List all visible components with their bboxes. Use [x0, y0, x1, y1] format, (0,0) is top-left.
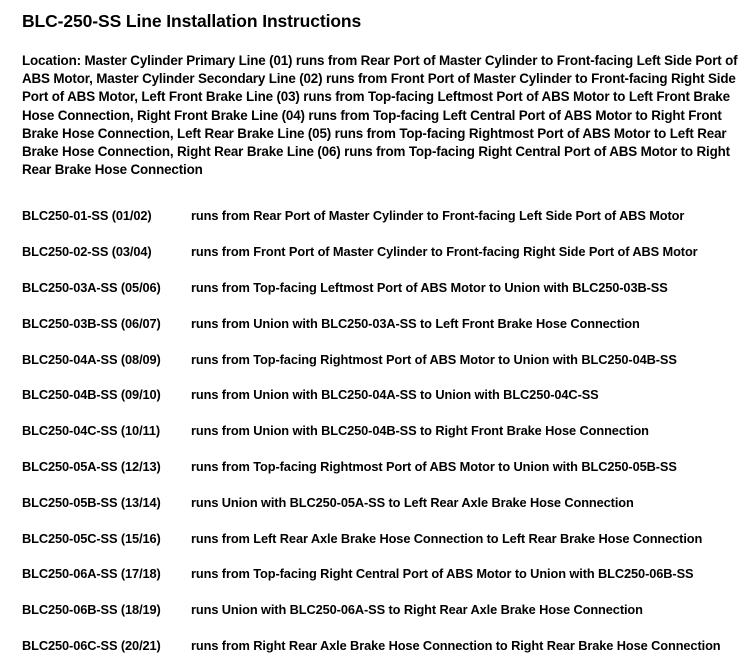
line-description: runs from Top-facing Leftmost Port of ABS Motor to Union with BLC250-03B-SS: [191, 280, 668, 295]
document-title: BLC-250-SS Line Installation Instructions: [22, 11, 362, 31]
line-description: runs Union with BLC250-05A-SS to Left Rear Axle Brake Hose Connection: [191, 495, 634, 510]
line-description: runs from Union with BLC250-04B-SS to Right Front Brake Hose Connection: [191, 423, 649, 438]
line-id: BLC250-04C-SS (10/11): [22, 423, 161, 438]
line-id: BLC250-03B-SS (06/07): [22, 316, 161, 331]
line-description: runs Union with BLC250-06A-SS to Right Rear Axle Brake Hose Connection: [191, 602, 643, 617]
line-description: runs from Union with BLC250-04A-SS to Union with BLC250-04C-SS: [191, 387, 599, 402]
line-id: BLC250-04B-SS (09/10): [22, 387, 161, 402]
line-description: runs from Front Port of Master Cylinder to Front-facing Right Side Port of ABS Motor: [191, 244, 698, 259]
line-description: runs from Top-facing Rightmost Port of ABS Motor to Union with BLC250-05B-SS: [191, 459, 677, 474]
line-id: BLC250-04A-SS (08/09): [22, 352, 161, 367]
line-id: BLC250-05C-SS (15/16): [22, 531, 161, 546]
line-id: BLC250-06B-SS (18/19): [22, 602, 161, 617]
line-description: runs from Top-facing Right Central Port of ABS Motor to Union with BLC250-06B-SS: [191, 566, 694, 581]
line-id: BLC250-03A-SS (05/06): [22, 280, 161, 295]
line-id: BLC250-06C-SS (20/21): [22, 638, 161, 653]
line-id: BLC250-05B-SS (13/14): [22, 495, 161, 510]
line-description: runs from Top-facing Rightmost Port of ABS Motor to Union with BLC250-04B-SS: [191, 352, 677, 367]
line-description: runs from Left Rear Axle Brake Hose Connection to Left Rear Brake Hose Connection: [191, 531, 703, 546]
line-id: BLC250-02-SS (03/04): [22, 244, 152, 259]
line-description: runs from Right Rear Axle Brake Hose Connection to Right Rear Brake Hose Connection: [191, 638, 721, 653]
line-id: BLC250-05A-SS (12/13): [22, 459, 161, 474]
line-id: BLC250-01-SS (01/02): [22, 208, 152, 223]
line-description: runs from Union with BLC250-03A-SS to Left Front Brake Hose Connection: [191, 316, 640, 331]
line-id: BLC250-06A-SS (17/18): [22, 566, 161, 581]
line-description: runs from Rear Port of Master Cylinder to Front-facing Left Side Port of ABS Motor: [191, 208, 685, 223]
location-paragraph: Location: Master Cylinder Primary Line (01) runs from Rear Port of Master Cylinder to Front-facing Left Side Port of ABS Motor, Master Cylinder Secondary Line (02) runs from Front Port of Master Cylinder to Front-facing Right Side Port of ABS Motor, Left Front Brake Line (03) runs from Top-facing Leftmost Port of ABS Motor to Left Front Brake Hose Connection, Right Front Brake Line (04) runs from Top-facing Left Central Port of ABS Motor to Right Front Brake Hose Connection, Left Rear Brake Line (05) runs from Top-facing Rightmost Port of ABS Motor to Left Rear Brake Hose Connection, Right Rear Brake Line (06) runs from Top-facing Right Central Port of ABS Motor to Right Rear Brake Hose Connection: [22, 53, 738, 178]
